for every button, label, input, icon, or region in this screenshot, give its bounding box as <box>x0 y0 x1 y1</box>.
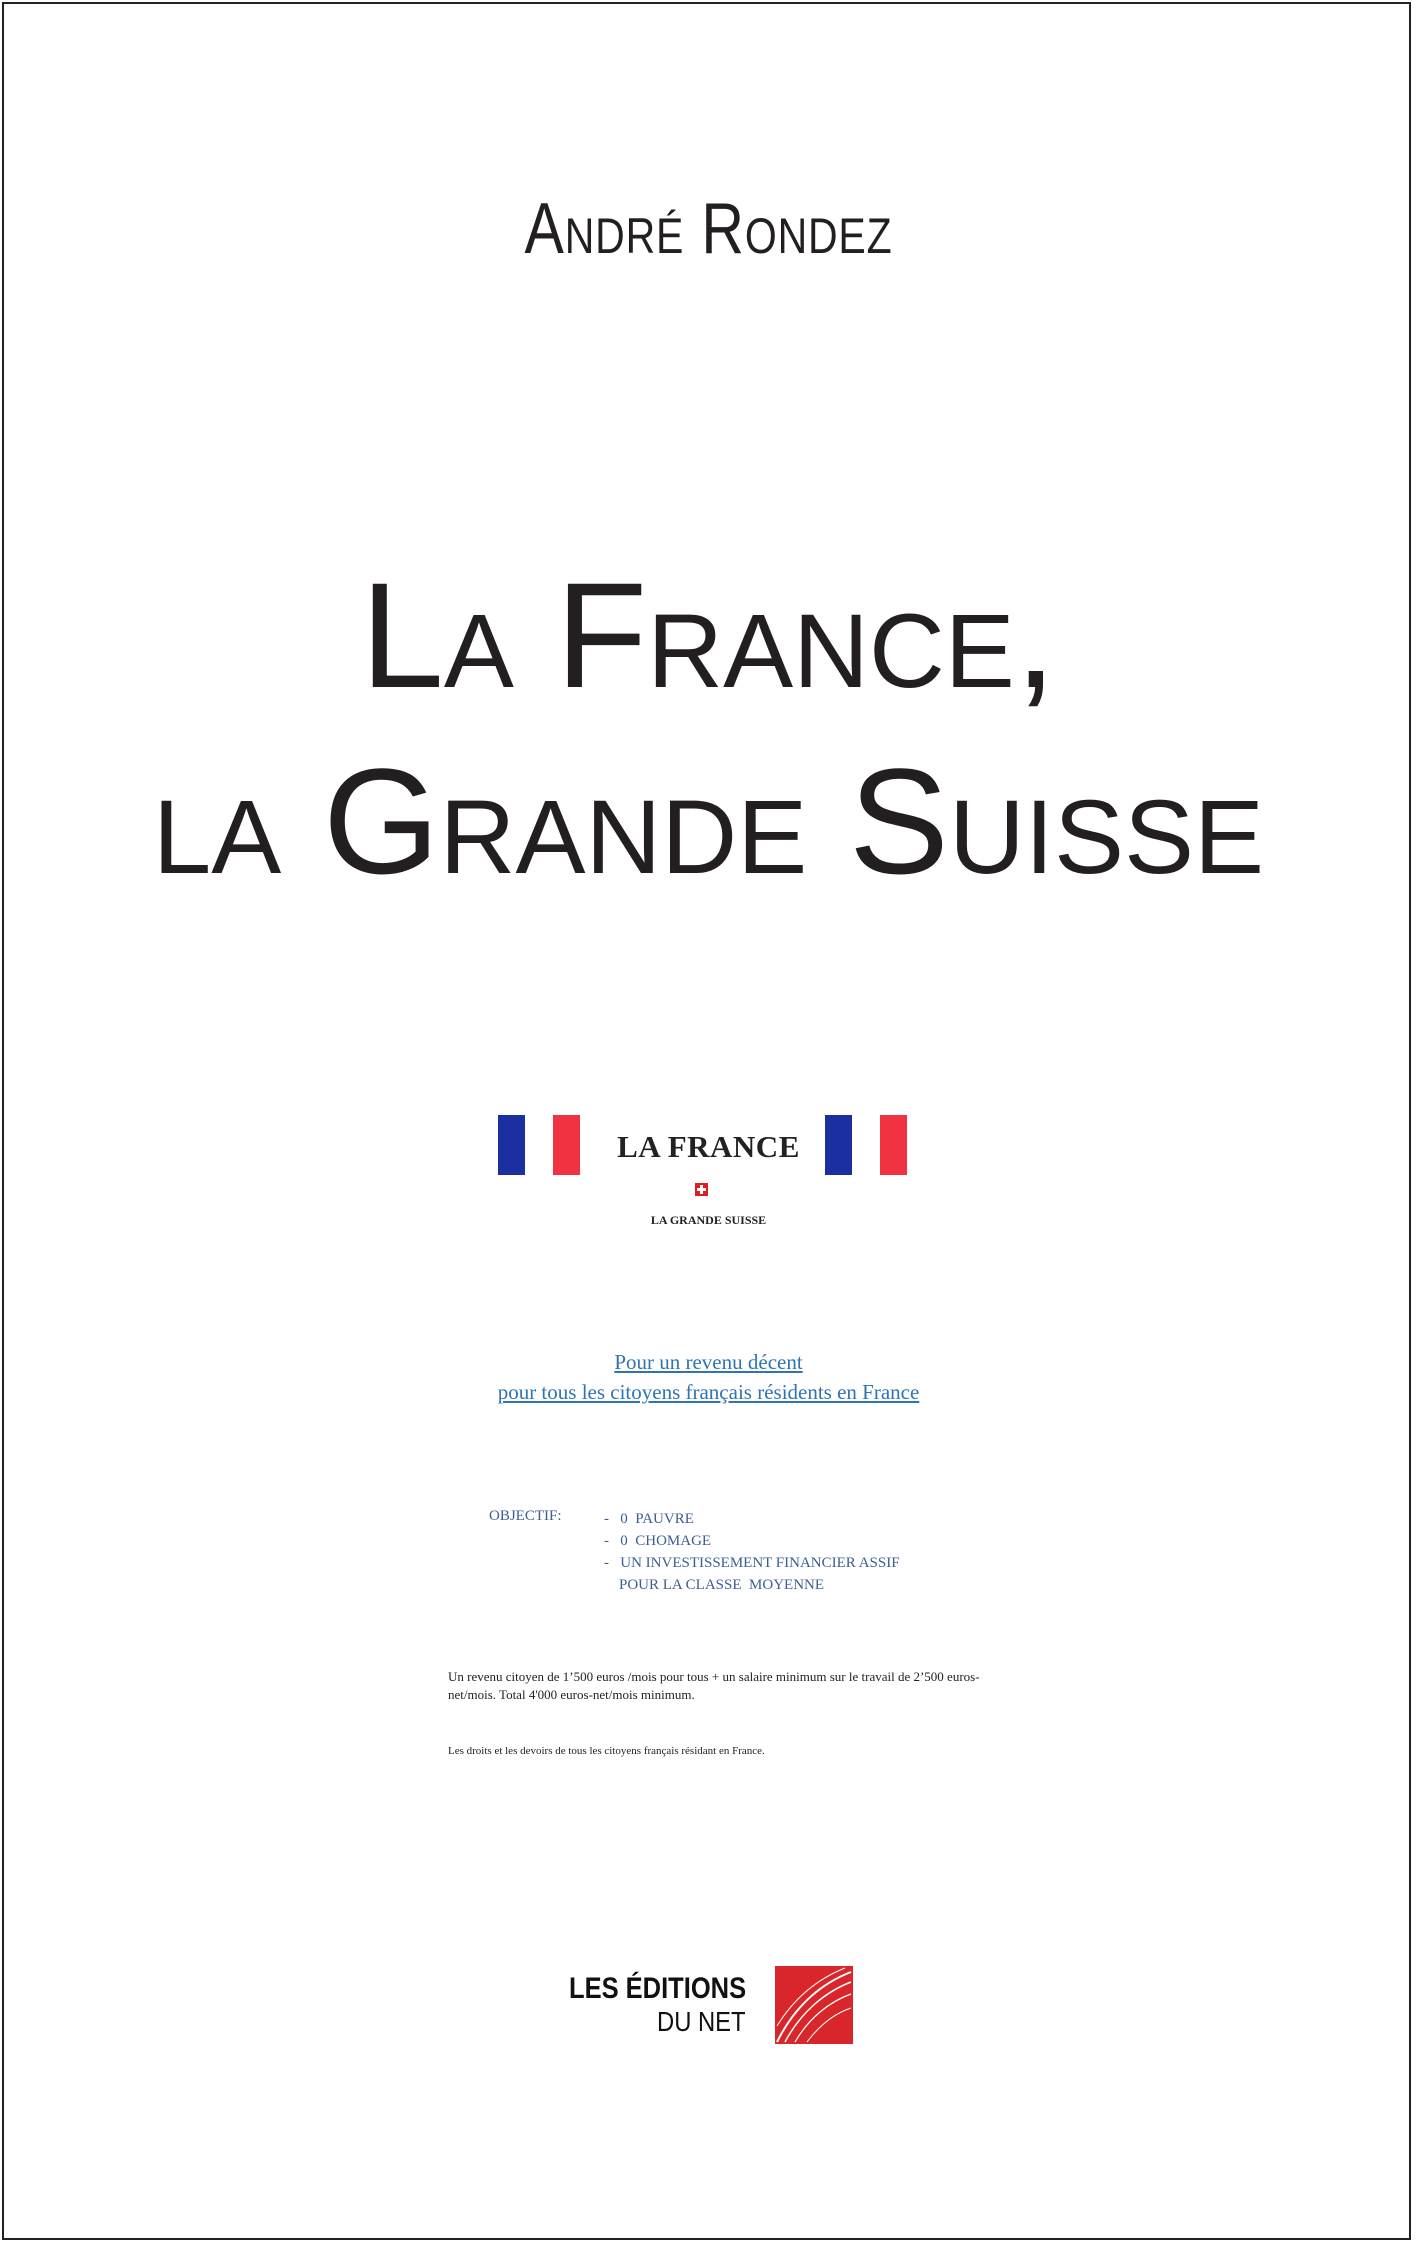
publisher-name-line-2: DU NET <box>657 2006 746 2037</box>
inset-subtitle: LA GRANDE SUISSE <box>650 1213 767 1227</box>
objective-item: - UN INVESTISSEMENT FINANCIER ASSIF <box>604 1555 900 1571</box>
publisher-name-line-1: LES ÉDITIONS <box>569 1972 747 2005</box>
rights-paragraph: Les droits et les devoirs de tous les citoyens français résidant en France. <box>448 1745 765 1757</box>
objective-item: - 0 PAUVRE <box>604 1511 694 1527</box>
inset-title: LA FRANCE <box>617 1129 800 1164</box>
french-flag-right-icon <box>825 1115 907 1175</box>
tagline-link-line-1: Pour un revenu décent <box>614 1350 803 1374</box>
book-title-line-2: la Grande Suisse <box>152 737 1265 905</box>
author-name: André Rondez <box>524 189 893 269</box>
publisher-swoosh-icon <box>775 1966 853 2044</box>
book-cover <box>2 2 1411 2240</box>
publisher-logo <box>569 1966 854 2046</box>
objective-item: POUR LA CLASSE MOYENNE <box>604 1577 825 1593</box>
objective-item: - 0 CHOMAGE <box>604 1533 712 1549</box>
swiss-flag-icon <box>695 1183 708 1196</box>
income-paragraph: Un revenu citoyen de 1’500 euros /mois pour tous + un salaire minimum sur le travail de 2’500 euros- net/mois. Total 4'000 euros-net/mois minimum. <box>448 1669 980 1702</box>
objective-label: OBJECTIF: <box>489 1508 562 1524</box>
objective-list <box>604 1508 900 1596</box>
tagline-link-line-2: pour tous les citoyens français résidents en France <box>497 1380 920 1404</box>
book-title-line-1: La France, <box>360 551 1057 719</box>
